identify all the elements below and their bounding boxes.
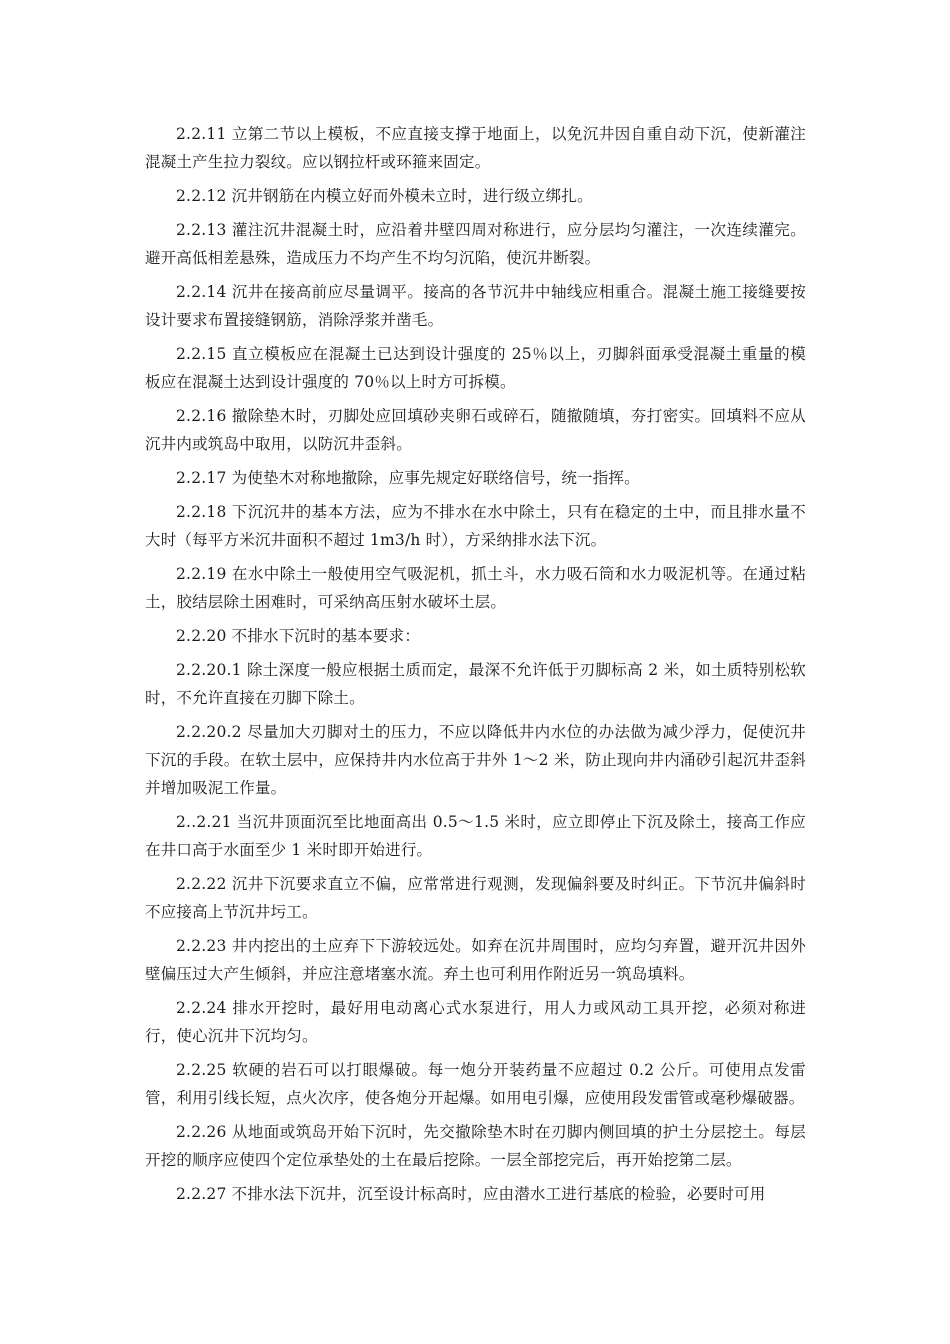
paragraph-2-2-25: 2.2.25 软硬的岩石可以打眼爆破。每一炮分开装药量不应超过 0.2 公斤。可使用点发雷管，利用引线长短，点火次序，使各炮分开起爆。如用电引爆，应使用段发雷管或毫秒爆破器。 [145, 1061, 806, 1107]
paragraph-2-2-18: 2.2.18 下沉沉井的基本方法，应为不排水在水中除土，只有在稳定的土中，而且排水量不大时（每平方米沉井面积不超过 1m3/h 时），方采纳排水法下沉。 [145, 503, 806, 549]
paragraph-2-2-14: 2.2.14 沉井在接高前应尽量调平。接高的各节沉井中轴线应相重合。混凝土施工接缝要按设计要求布置接缝钢筋，消除浮浆并凿毛。 [145, 283, 806, 329]
paragraph-2-2-26: 2.2.26 从地面或筑岛开始下沉时，先交撤除垫木时在刃脚内侧回填的护土分层挖土。每层开挖的顺序应使四个定位承垫处的土在最后挖除。一层全部挖完后，再开始挖第二层。 [145, 1123, 806, 1169]
document-body [145, 120, 806, 1214]
paragraph-2-2-27: 2.2.27 不排水法下沉井，沉至设计标高时，应由潜水工进行基底的检验，必要时可用 [176, 1185, 766, 1203]
paragraph-2-2-15: 2.2.15 直立模板应在混凝土已达到设计强度的 25％以上，刃脚斜面承受混凝土重量的模板应在混凝土达到设计强度的 70％以上时方可拆模。 [145, 345, 806, 391]
paragraph-2-2-23: 2.2.23 井内挖出的土应弃下下游较远处。如弃在沉井周围时，应均匀弃置，避开沉井因外壁偏压过大产生倾斜，并应注意堵塞水流。弃土也可利用作附近另一筑岛填料。 [145, 937, 806, 983]
paragraph-2-2-12: 2.2.12 沉井钢筋在内模立好而外模未立时，进行级立绑扎。 [176, 187, 593, 205]
paragraph-2-2-19: 2.2.19 在水中除土一般使用空气吸泥机，抓土斗，水力吸石筒和水力吸泥机等。在通过粘土，胶结层除土困难时，可采纳高压射水破坏土层。 [145, 565, 806, 611]
paragraph-2-2-20: 2.2.20 不排水下沉时的基本要求： [176, 627, 421, 645]
paragraph-2-2-24: 2.2.24 排水开挖时，最好用电动离心式水泵进行，用人力或风动工具开挖，必须对称进行，使心沉井下沉均匀。 [145, 999, 806, 1045]
paragraph-2-2-16: 2.2.16 撤除垫木时，刃脚处应回填砂夹卵石或碎石，随撤随填，夯打密实。回填料不应从沉井内或筑岛中取用，以防沉井歪斜。 [145, 407, 806, 453]
paragraph-2-2-20-2: 2.2.20.2 尽量加大刃脚对土的压力，不应以降低井内水位的办法做为减少浮力，促使沉井下沉的手段。在软土层中，应保持井内水位高于井外 1～2 米，防止现向井内涌砂引起沉井歪斜并增加吸泥工作量。 [145, 723, 806, 797]
paragraph-2-2-21: 2..2.21 当沉井顶面沉至比地面高出 0.5～1.5 米时，应立即停止下沉及除土，接高工作应在井口高于水面至少 1 米时即开始进行。 [145, 813, 806, 859]
paragraph-2-2-17: 2.2.17 为使垫木对称地撤除，应事先规定好联络信号，统一指挥。 [176, 469, 640, 487]
paragraph-2-2-13: 2.2.13 灌注沉井混凝土时，应沿着井壁四周对称进行，应分层均匀灌注，一次连续灌完。避开高低相差悬殊，造成压力不均产生不均匀沉陷，使沉井断裂。 [145, 221, 806, 267]
paragraph-2-2-22: 2.2.22 沉井下沉要求直立不偏，应常常进行观测，发现偏斜要及时纠正。下节沉井偏斜时不应接高上节沉井圬工。 [145, 875, 806, 921]
paragraph-2-2-11: 2.2.11 立第二节以上模板，不应直接支撑于地面上，以免沉井因自重自动下沉，使新灌注混凝土产生拉力裂纹。应以钢拉杆或环箍来固定。 [145, 125, 806, 171]
paragraph-2-2-20-1: 2.2.20.1 除土深度一般应根据土质而定，最深不允许低于刃脚标高 2 米，如土质特别松软时，不允许直接在刃脚下除土。 [145, 661, 806, 707]
